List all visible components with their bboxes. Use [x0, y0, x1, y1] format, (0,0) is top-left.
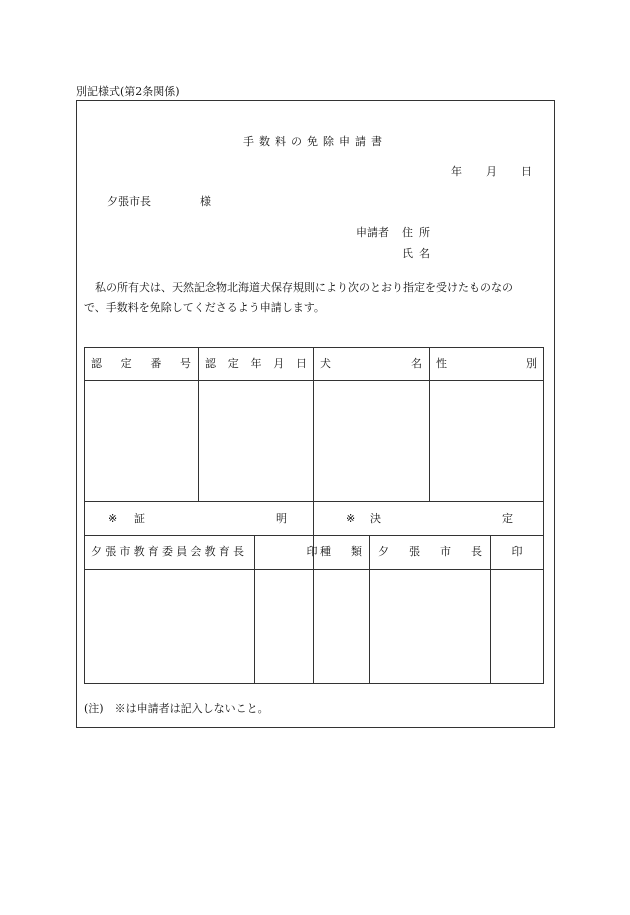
header-char: 犬	[320, 357, 331, 370]
mayor-char: 長	[471, 545, 482, 558]
table-rule	[84, 380, 544, 381]
seal-header-1: 印	[306, 545, 318, 558]
kind-header	[320, 545, 362, 559]
application-table	[84, 347, 544, 684]
table-rule	[84, 569, 544, 570]
form-caption: 別記様式(第2条関係)	[76, 85, 180, 98]
proof-char: 明	[276, 512, 287, 525]
name-label: 氏名	[402, 247, 436, 260]
header-sex	[436, 357, 537, 371]
board-head-header: 夕張市教育委員会教育長	[91, 545, 248, 558]
mayor-char: 夕	[378, 545, 389, 558]
seal-header-2: 印	[511, 545, 523, 558]
table-border-left	[84, 347, 85, 684]
header-char: 日	[296, 357, 307, 370]
date-year: 年	[451, 165, 462, 178]
address-label: 住所	[402, 226, 436, 239]
mayor-char: 市	[440, 545, 451, 558]
table-border-top	[84, 347, 544, 348]
header-char: 認	[205, 357, 216, 370]
date-month: 月	[486, 165, 497, 178]
table-rule	[84, 535, 544, 536]
table-rule	[313, 347, 314, 684]
decision-header	[346, 512, 526, 526]
table-border-right	[543, 347, 544, 684]
header-char: 号	[179, 357, 191, 370]
header-certification-date	[205, 357, 307, 371]
decision-char: 決	[370, 512, 381, 525]
decision-mark: ※	[346, 512, 356, 525]
footnote: (注) ※は申請者は記入しないこと。	[84, 702, 269, 715]
applicant-label: 申請者	[356, 226, 389, 239]
addressee-suffix: 様	[200, 195, 211, 208]
table-rule	[84, 501, 544, 502]
header-char: 性	[436, 357, 447, 370]
header-char: 名	[411, 357, 422, 370]
addressee: 夕張市長	[107, 195, 151, 208]
table-rule	[429, 347, 430, 502]
header-certification-number	[91, 357, 191, 371]
header-char: 定	[227, 357, 239, 370]
table-border-bottom	[84, 683, 544, 684]
kind-char: 類	[351, 545, 362, 558]
document-title: 手数料の免除申請書	[243, 135, 387, 148]
mayor-header	[378, 545, 482, 559]
proof-header	[108, 512, 288, 526]
decision-char: 定	[502, 512, 513, 525]
mayor-char: 張	[409, 545, 420, 558]
table-rule	[198, 347, 199, 502]
table-rule	[369, 535, 370, 684]
date-day: 日	[521, 165, 532, 178]
proof-mark: ※	[108, 512, 118, 525]
header-char: 番	[150, 357, 162, 370]
header-char: 年	[250, 357, 262, 370]
kind-char: 種	[320, 545, 331, 558]
proof-char: 証	[134, 512, 145, 525]
header-dog-name	[320, 357, 422, 371]
body-text-line-1: 私の所有犬は、天然記念物北海道犬保存規則により次のとおり指定を受けたものなの	[84, 281, 513, 294]
header-char: 月	[273, 357, 285, 370]
header-char: 認	[91, 357, 102, 370]
header-char: 定	[120, 357, 132, 370]
body-text-line-2: で、手数料を免除してくださるよう申請します。	[84, 301, 325, 314]
header-char: 別	[526, 357, 537, 370]
